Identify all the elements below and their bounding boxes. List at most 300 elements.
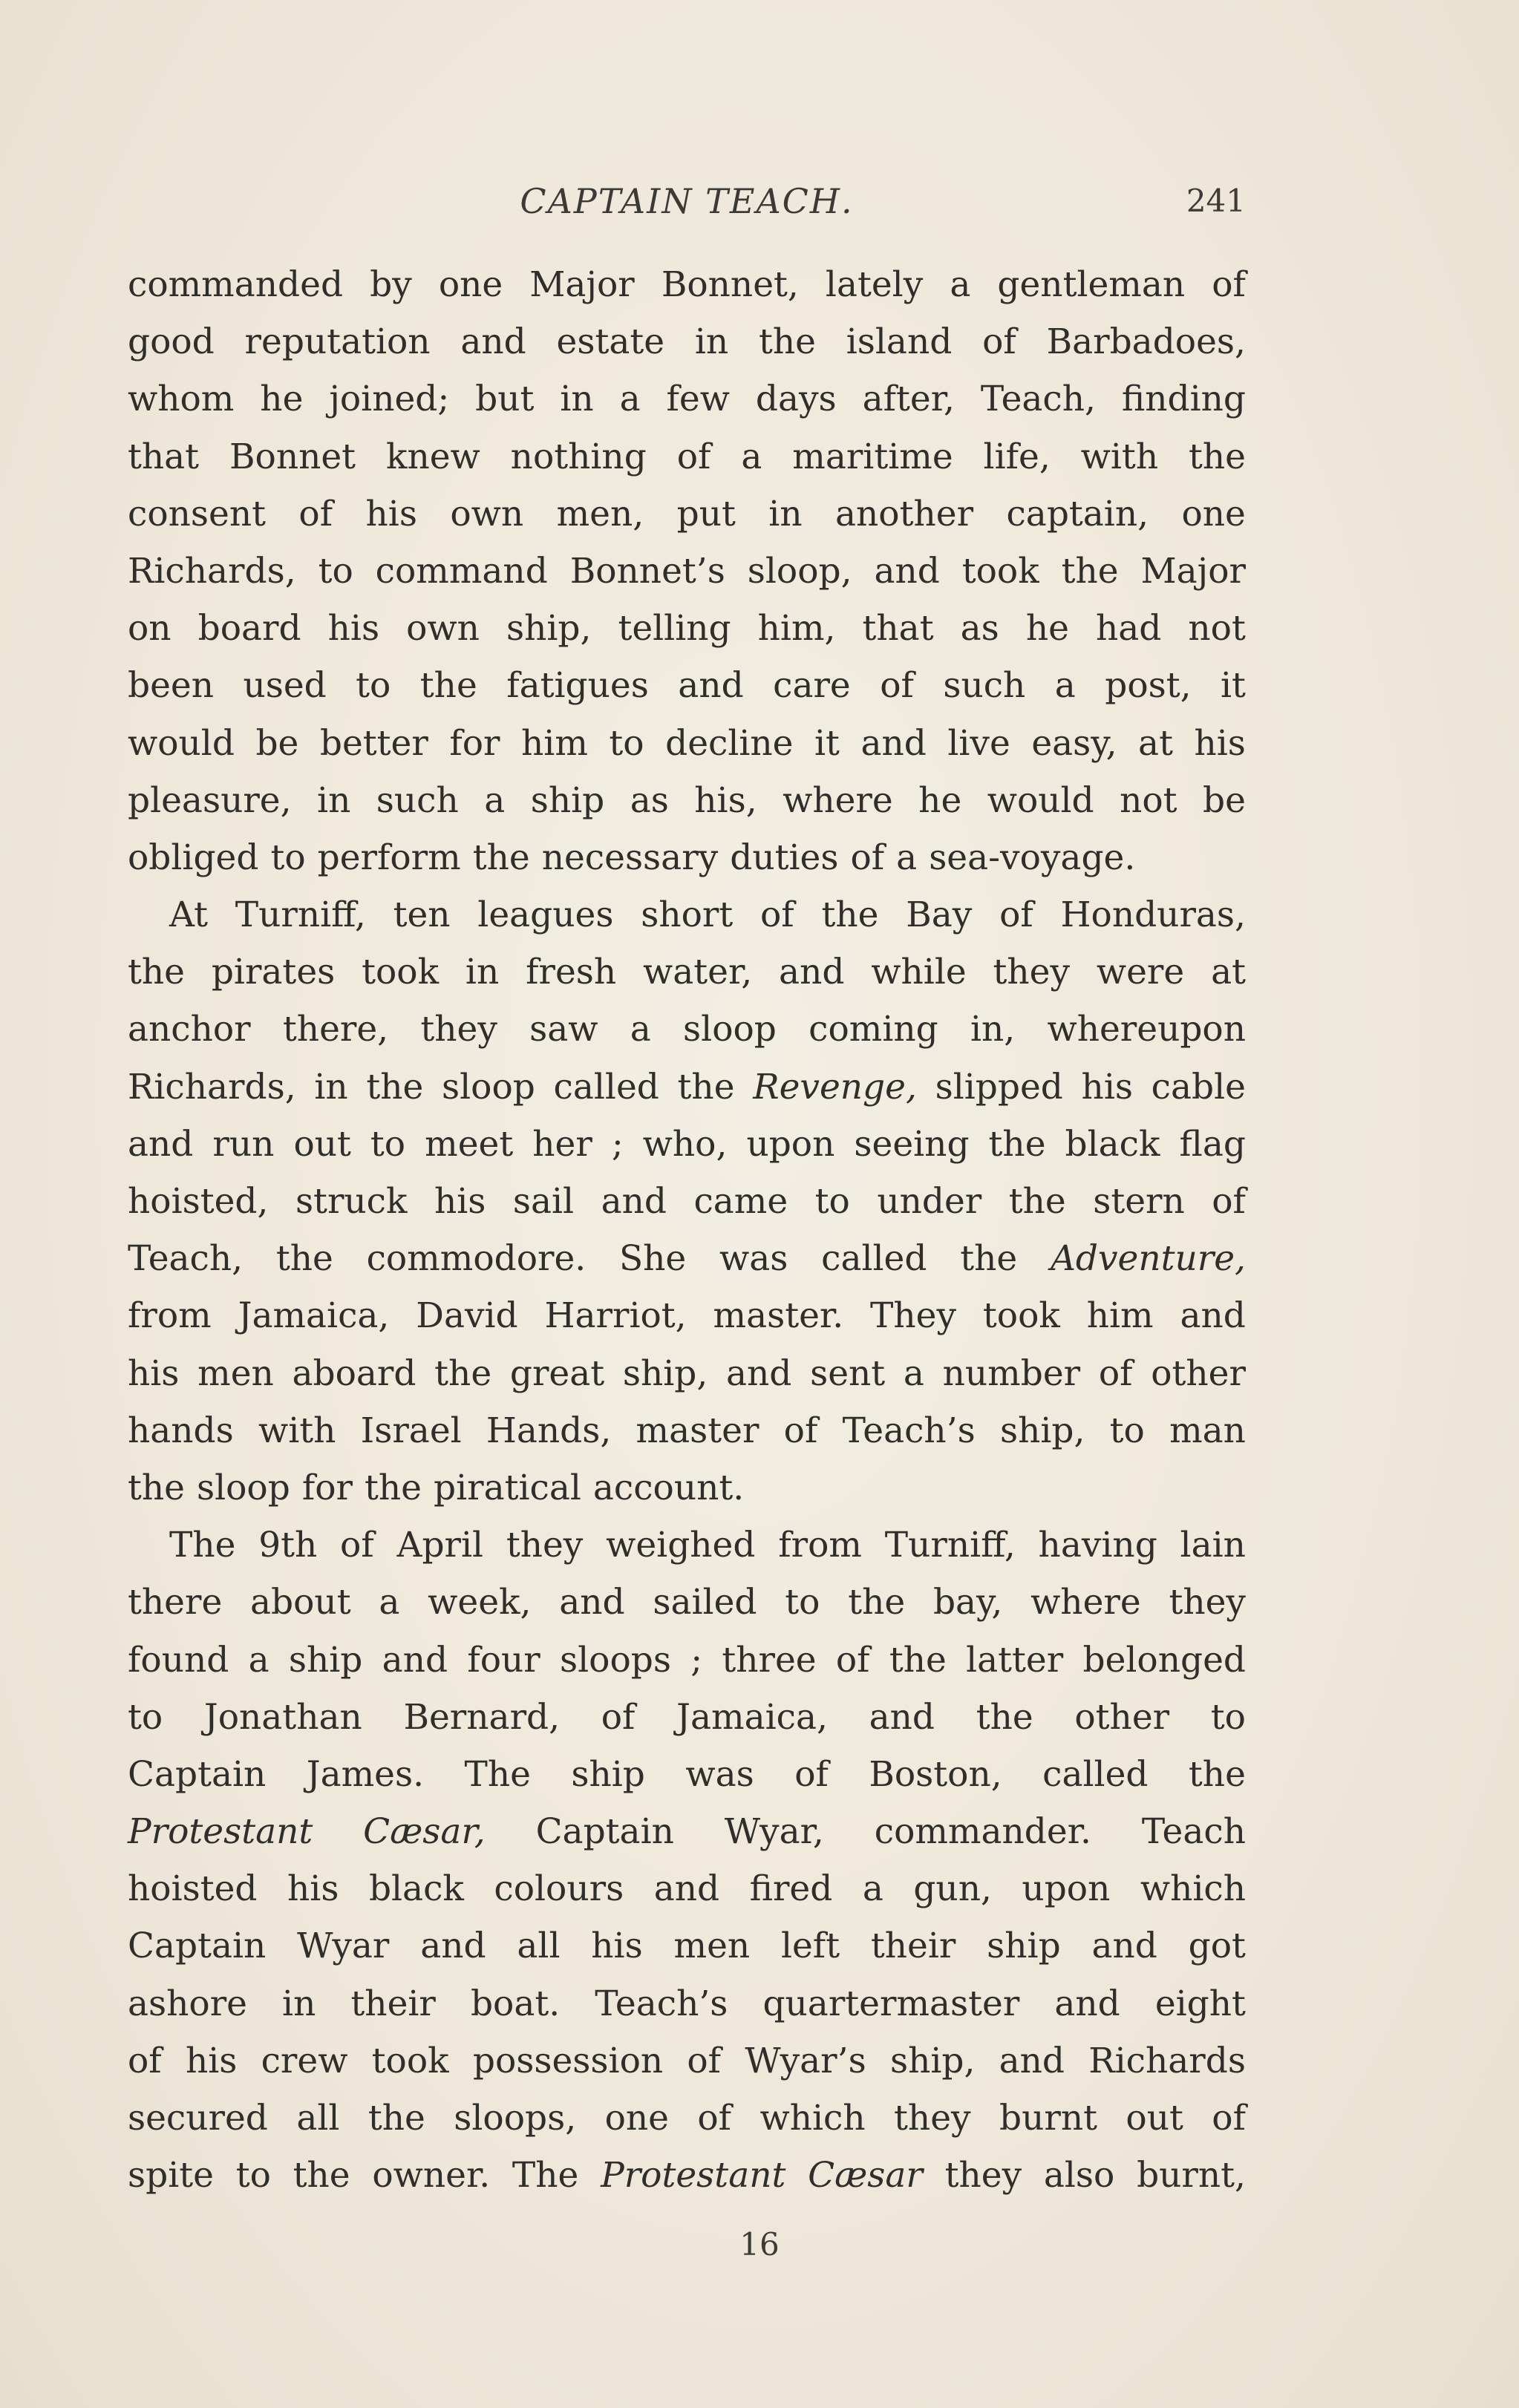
word: seeing — [854, 1123, 970, 1165]
word: a — [950, 264, 971, 305]
word: ; — [611, 1123, 624, 1165]
word: Richards, — [128, 1066, 296, 1108]
word: Honduras, — [1060, 894, 1246, 936]
word: in — [768, 493, 803, 534]
page-header — [128, 175, 1246, 227]
word: burnt — [999, 2098, 1097, 2139]
word: a — [903, 1352, 924, 1394]
word: out — [293, 1123, 351, 1165]
word: water, — [643, 952, 753, 993]
word: secured — [128, 2098, 268, 2139]
word: in — [694, 321, 729, 363]
word: they — [944, 2155, 1022, 2196]
word: hands — [128, 1410, 234, 1451]
word: sloop — [683, 1009, 777, 1050]
word: ashore — [128, 1983, 247, 2024]
text-line — [128, 313, 1246, 370]
word: owner. — [372, 2155, 491, 2196]
word: it — [814, 722, 840, 764]
word: David — [416, 1295, 518, 1337]
word: upon — [746, 1123, 835, 1165]
word: pleasure, — [128, 779, 292, 821]
word: necessary — [541, 837, 719, 878]
word: as — [630, 779, 669, 821]
word: with — [1080, 436, 1159, 477]
word: and — [1091, 1926, 1157, 1967]
word: of — [1212, 1181, 1246, 1222]
word: the — [128, 952, 185, 993]
word: the — [1188, 1753, 1246, 1795]
word: of — [601, 1696, 636, 1738]
word: there — [128, 1582, 223, 1623]
word: good — [128, 321, 215, 363]
word: called — [553, 1066, 659, 1108]
word: to — [1109, 1410, 1145, 1451]
word: their — [870, 1926, 956, 1967]
word: other — [1074, 1696, 1170, 1738]
word: leagues — [477, 894, 614, 936]
word: and — [653, 1868, 720, 1910]
word: took — [961, 550, 1039, 592]
word: his — [327, 608, 380, 650]
word: commodore. — [366, 1238, 587, 1280]
word: got — [1188, 1926, 1246, 1967]
word: ship — [571, 1753, 645, 1795]
word: better — [319, 722, 428, 764]
word: Richards, — [128, 550, 296, 592]
word: The — [169, 1525, 236, 1566]
word: of — [340, 1525, 374, 1566]
word: Teach, — [980, 379, 1096, 420]
word: maritime — [792, 436, 953, 477]
word: the — [821, 894, 879, 936]
word: meet — [425, 1123, 514, 1165]
text-line — [128, 1001, 1246, 1058]
text-line — [128, 715, 1246, 772]
word: he — [1025, 608, 1069, 650]
word: to — [609, 722, 644, 764]
word: own — [406, 608, 480, 650]
word: Teach — [1141, 1811, 1246, 1853]
word: finding — [1121, 379, 1246, 420]
word: and — [860, 722, 927, 764]
text-line — [128, 1402, 1246, 1459]
word: the — [419, 665, 477, 707]
word: of — [850, 837, 885, 878]
word: of — [697, 2098, 732, 2139]
word: commanded — [128, 264, 344, 305]
word: such — [943, 665, 1026, 707]
word: Captain — [535, 1811, 674, 1853]
word: such — [376, 779, 459, 821]
word: a — [862, 1868, 883, 1910]
word: and — [999, 2040, 1065, 2081]
word: in, — [970, 1009, 1016, 1050]
word: own — [450, 493, 524, 534]
word: stern — [1093, 1181, 1185, 1222]
word: upon — [1022, 1868, 1111, 1910]
word: not — [1120, 779, 1177, 821]
word: him — [521, 722, 588, 764]
word: bay, — [932, 1582, 1003, 1623]
word: also — [1043, 2155, 1115, 2196]
word: her — [532, 1123, 592, 1165]
word: left — [780, 1926, 840, 1967]
word: out — [1126, 2098, 1183, 2139]
word: a — [630, 1009, 651, 1050]
word: aboard — [292, 1352, 416, 1394]
text-line — [128, 256, 1246, 313]
word: duties — [730, 837, 839, 878]
text-line — [128, 600, 1246, 657]
word: Adventure, — [1050, 1238, 1246, 1280]
word: came — [693, 1181, 788, 1222]
word: Israel — [360, 1410, 462, 1451]
word: Turniff, — [884, 1525, 1016, 1566]
word: anchor — [128, 1009, 251, 1050]
body-text — [128, 256, 1246, 2204]
word: a — [896, 837, 918, 878]
word: three — [722, 1639, 817, 1681]
word: which — [1140, 1868, 1246, 1910]
word: and — [420, 1926, 486, 1967]
word: sent — [810, 1352, 886, 1394]
word: who, — [642, 1123, 728, 1165]
word: the — [293, 2155, 350, 2196]
word: his — [128, 1352, 180, 1394]
word: Boston, — [869, 1753, 1002, 1795]
word: him — [1086, 1295, 1154, 1337]
word: they — [993, 952, 1071, 993]
word: care — [773, 665, 851, 707]
word: he — [918, 779, 962, 821]
word: of — [880, 665, 914, 707]
text-line — [128, 1459, 1246, 1517]
word: about — [250, 1582, 351, 1623]
word: master. — [713, 1295, 844, 1337]
word: colours — [494, 1868, 624, 1910]
word: from — [778, 1525, 862, 1566]
word: lately — [825, 264, 924, 305]
word: post, — [1105, 665, 1192, 707]
word: his — [185, 2040, 238, 2081]
word: of — [687, 2040, 722, 2081]
word: with — [258, 1410, 336, 1451]
word: and — [779, 952, 845, 993]
word: to — [128, 1696, 163, 1738]
word: there, — [282, 1009, 389, 1050]
word: took — [371, 2040, 449, 2081]
word: and — [874, 550, 940, 592]
word: nothing — [510, 436, 647, 477]
word: The — [512, 2155, 579, 2196]
text-line — [128, 2032, 1246, 2090]
word: command — [375, 550, 548, 592]
word: four — [467, 1639, 540, 1681]
word: great — [509, 1352, 605, 1394]
word: be — [1203, 779, 1246, 821]
word: sloop, — [747, 550, 852, 592]
word: the — [976, 1696, 1033, 1738]
word: Teach’s — [842, 1410, 976, 1451]
word: Bay — [906, 894, 973, 936]
word: the — [366, 1066, 424, 1108]
word: where — [1030, 1582, 1141, 1623]
word: had — [1095, 608, 1162, 650]
word: sloops — [560, 1639, 671, 1681]
text-line — [128, 1803, 1246, 1860]
word: life, — [983, 436, 1051, 477]
word: put — [676, 493, 736, 534]
word: slipped — [935, 1066, 1063, 1108]
word: Jonathan — [203, 1696, 362, 1738]
word: and — [601, 1181, 667, 1222]
word: they — [506, 1525, 584, 1566]
word: whereupon — [1047, 1009, 1246, 1050]
word: his — [434, 1181, 486, 1222]
running-head: CAPTAIN TEACH. — [520, 181, 854, 221]
word: to — [370, 1123, 406, 1165]
word: sea-voyage. — [929, 837, 1136, 878]
word: short — [641, 894, 734, 936]
text-line — [128, 829, 1246, 886]
word: and — [726, 1352, 792, 1394]
page-number: 241 — [1186, 183, 1246, 219]
word: his — [591, 1926, 643, 1967]
word: their — [350, 1983, 436, 2024]
word: Harriot, — [544, 1295, 687, 1337]
word: and — [678, 665, 744, 707]
word: he — [260, 379, 304, 420]
word: gun, — [913, 1868, 992, 1910]
word: the — [365, 1467, 422, 1508]
text-line — [128, 1746, 1246, 1803]
word: commander. — [874, 1811, 1091, 1853]
word: At — [169, 894, 209, 936]
word: was — [719, 1238, 788, 1280]
word: at — [1211, 952, 1246, 993]
word: his, — [694, 779, 757, 821]
word: Bonnet, — [661, 264, 799, 305]
word: ship, — [999, 1410, 1085, 1451]
word: to — [785, 1582, 820, 1623]
word: sail — [512, 1181, 575, 1222]
word: Teach, — [128, 1238, 244, 1280]
word: other — [1151, 1352, 1246, 1394]
word: hoisted, — [128, 1181, 269, 1222]
text-line — [128, 2147, 1246, 2204]
word: of — [128, 2040, 162, 2081]
word: decline — [665, 722, 794, 764]
word: black — [368, 1868, 464, 1910]
word: man — [1169, 1410, 1246, 1451]
word: while — [871, 952, 967, 993]
word: the — [1061, 550, 1119, 592]
word: Revenge, — [753, 1066, 917, 1108]
word: but — [475, 379, 535, 420]
word: a — [484, 779, 506, 821]
word: saw — [529, 1009, 598, 1050]
word: his — [1081, 1066, 1133, 1108]
text-line — [128, 1975, 1246, 2032]
word: be — [255, 722, 299, 764]
word: Protestant — [128, 1811, 313, 1853]
word: to — [356, 665, 391, 707]
word: of — [1212, 2098, 1246, 2139]
word: to — [235, 2155, 271, 2196]
word: the — [1189, 436, 1246, 477]
word: James. — [306, 1753, 425, 1795]
word: the — [960, 1238, 1018, 1280]
word: a — [1054, 665, 1076, 707]
word: sloop — [442, 1066, 535, 1108]
word: Bonnet — [229, 436, 356, 477]
word: boat. — [470, 1983, 561, 2024]
word: Cæsar — [808, 2155, 923, 2196]
word: They — [870, 1295, 957, 1337]
word: to — [318, 550, 353, 592]
word: Bernard, — [403, 1696, 561, 1738]
text-line — [128, 657, 1246, 714]
word: few — [666, 379, 730, 420]
word: under — [877, 1181, 982, 1222]
word: they — [894, 2098, 971, 2139]
word: Major — [529, 264, 635, 305]
word: sailed — [653, 1582, 757, 1623]
word: fatigues — [506, 665, 649, 707]
word: perform — [317, 837, 461, 878]
word: the — [275, 1238, 333, 1280]
word: of — [835, 1639, 870, 1681]
word: ; — [690, 1639, 703, 1681]
word: where — [783, 779, 893, 821]
word: men — [197, 1352, 274, 1394]
word: Wyar, — [724, 1811, 824, 1853]
word: as — [960, 608, 999, 650]
word: master — [636, 1410, 760, 1451]
word: The — [464, 1753, 531, 1795]
word: at — [1138, 722, 1173, 764]
text-line — [128, 1345, 1246, 1402]
word: another — [835, 493, 974, 534]
text-line — [128, 1116, 1246, 1173]
word: Jamaica, — [676, 1696, 828, 1738]
word: from — [128, 1295, 212, 1337]
word: a — [379, 1582, 400, 1623]
word: was — [685, 1753, 754, 1795]
word: whom — [128, 379, 235, 420]
word: struck — [295, 1181, 408, 1222]
text-line — [128, 886, 1246, 943]
word: the — [988, 1123, 1046, 1165]
word: gentleman — [997, 264, 1186, 305]
word: quartermaster — [762, 1983, 1020, 2024]
word: after, — [862, 379, 955, 420]
word: ship, — [506, 608, 592, 650]
word: the — [368, 2098, 425, 2139]
text-line — [128, 1632, 1246, 1689]
word: and — [559, 1582, 625, 1623]
word: fired — [749, 1868, 833, 1910]
word: in — [317, 779, 351, 821]
word: of — [999, 894, 1033, 936]
word: and — [869, 1696, 935, 1738]
word: used — [243, 665, 327, 707]
word: and — [1054, 1983, 1120, 2024]
word: the — [677, 1066, 735, 1108]
word: would — [987, 779, 1094, 821]
word: Teach’s — [595, 1983, 728, 2024]
text-line — [128, 772, 1246, 829]
text-line — [128, 1230, 1246, 1287]
word: his — [365, 493, 417, 534]
word: called — [821, 1238, 927, 1280]
word: on — [128, 608, 172, 650]
word: they — [1169, 1582, 1246, 1623]
word: eight — [1154, 1983, 1246, 2024]
word: of — [298, 493, 333, 534]
word: took — [362, 952, 440, 993]
word: found — [128, 1639, 229, 1681]
word: having — [1038, 1525, 1157, 1566]
word: would — [128, 722, 235, 764]
word: knew — [385, 436, 480, 477]
word: She — [618, 1238, 687, 1280]
word: Major — [1140, 550, 1246, 592]
word: called — [1042, 1753, 1149, 1795]
word: the — [472, 837, 530, 878]
word: run — [212, 1123, 275, 1165]
text-line — [128, 1287, 1246, 1344]
word: for — [301, 1467, 353, 1508]
word: latter — [966, 1639, 1064, 1681]
word: joined; — [329, 379, 450, 420]
text-line — [128, 1689, 1246, 1746]
word: a — [619, 379, 641, 420]
word: board — [197, 608, 301, 650]
word: Turniff, — [235, 894, 366, 936]
word: Captain — [128, 1926, 267, 1967]
word: took — [982, 1295, 1060, 1337]
word: reputation — [244, 321, 431, 363]
text-line — [128, 485, 1246, 543]
word: all — [517, 1926, 561, 1967]
word: easy, — [1031, 722, 1117, 764]
word: Jamaica, — [238, 1295, 390, 1337]
word: days — [755, 379, 837, 420]
word: the — [434, 1352, 492, 1394]
word: to — [1210, 1696, 1246, 1738]
word: cable — [1151, 1066, 1246, 1108]
word: Captain — [128, 1753, 267, 1795]
word: of — [676, 436, 711, 477]
word: account. — [592, 1467, 745, 1508]
word: Barbadoes, — [1046, 321, 1246, 363]
word: and — [382, 1639, 448, 1681]
text-line — [128, 428, 1246, 485]
text-line — [128, 1860, 1246, 1917]
word: which — [760, 2098, 866, 2139]
word: the — [848, 1582, 906, 1623]
word: in — [465, 952, 500, 993]
word: ship — [288, 1639, 363, 1681]
word: Bonnet’s — [569, 550, 725, 592]
word: ship — [530, 779, 605, 821]
text-line — [128, 1517, 1246, 1574]
word: to — [270, 837, 306, 878]
word: 9th — [258, 1525, 318, 1566]
word: by — [370, 264, 412, 305]
